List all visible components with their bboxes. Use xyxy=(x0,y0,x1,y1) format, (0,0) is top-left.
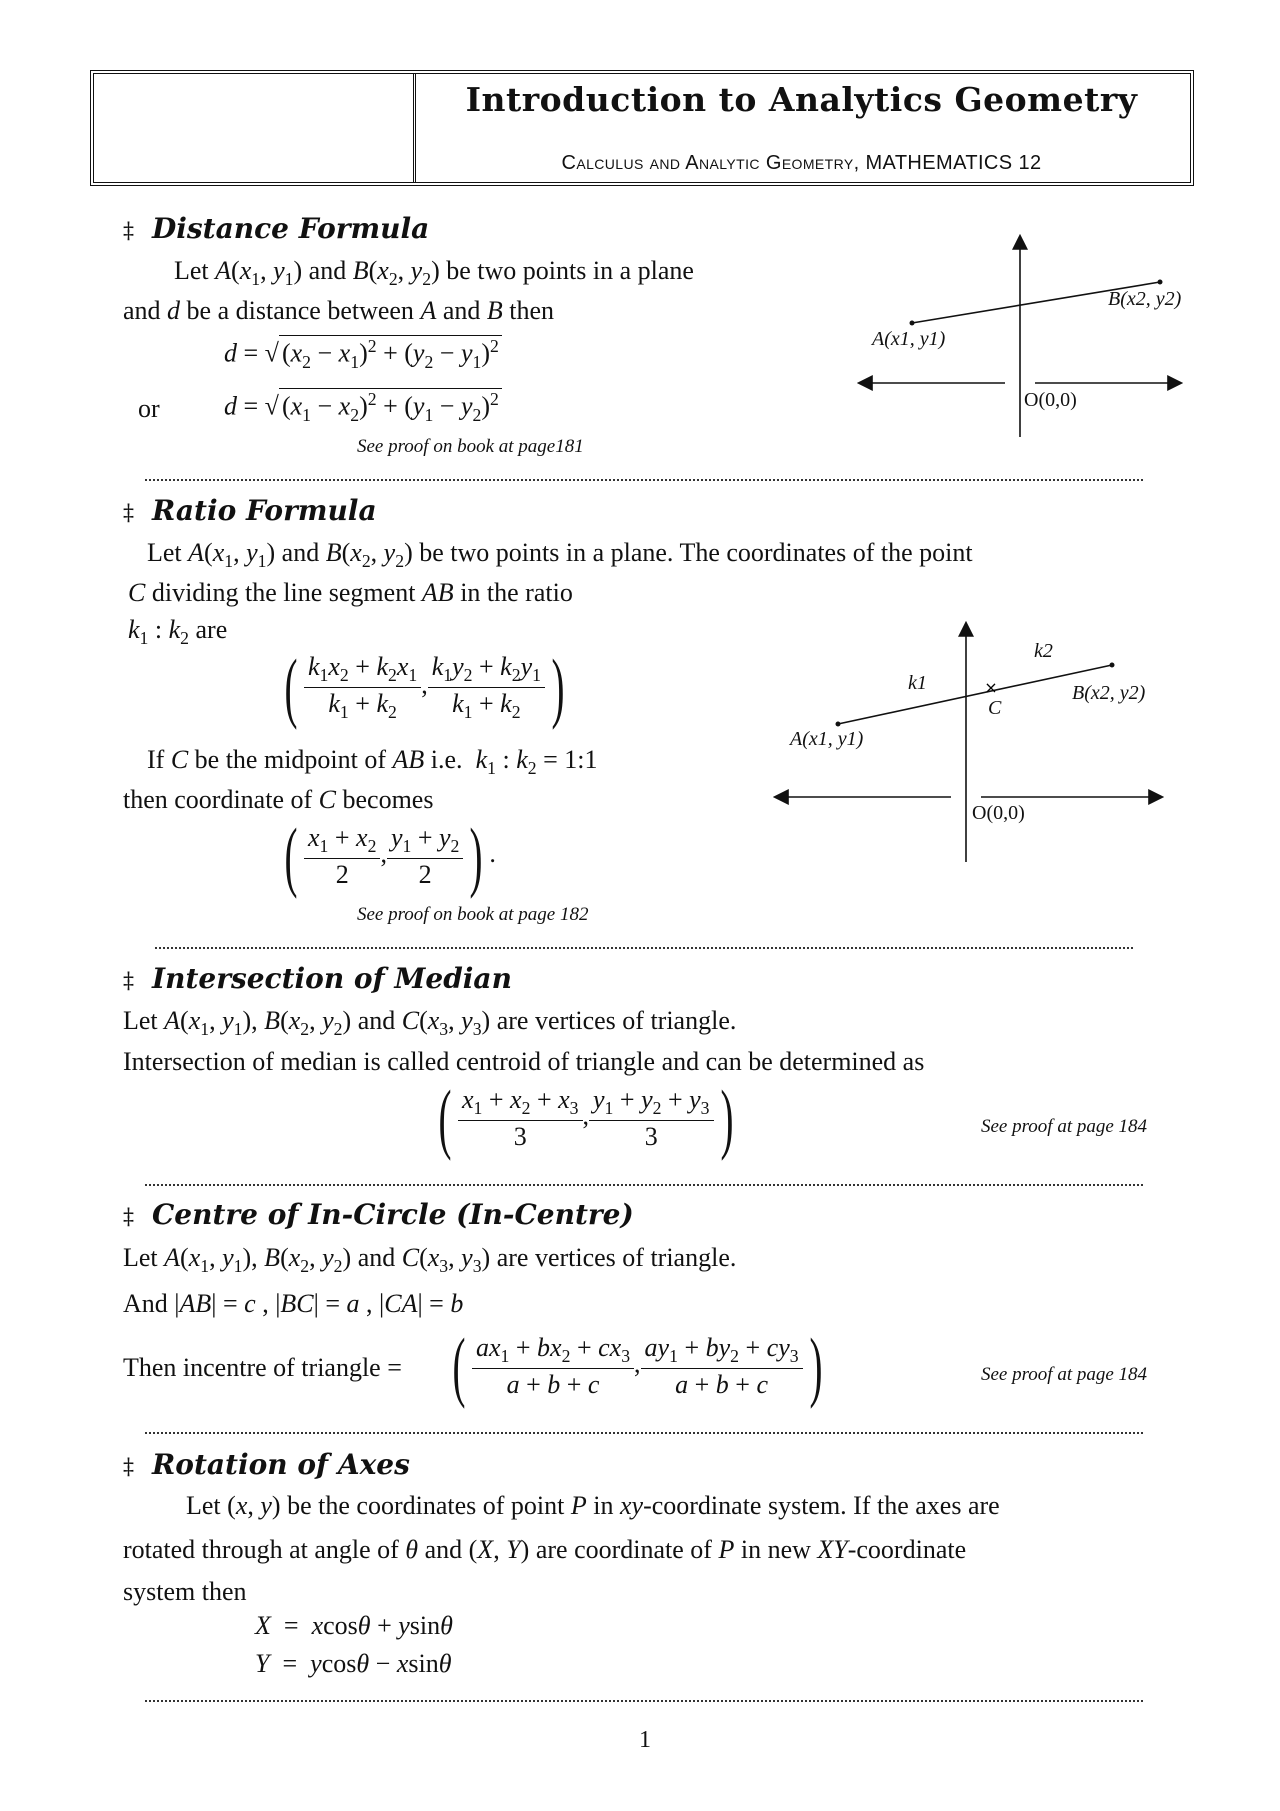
rotation-line-3: system then xyxy=(123,1577,247,1606)
incentre-proof-note: See proof at page 184 xyxy=(981,1364,1148,1385)
distance-line-1: Let $A(x_1$, $y_1$) and $B(x_2$, $y_2$) be two points in a plane xyxy=(174,256,694,290)
divider-4 xyxy=(145,1432,1143,1434)
divider-2 xyxy=(155,947,1133,949)
segment-ab xyxy=(838,665,1112,724)
double-dagger-icon: ‡ xyxy=(123,969,134,994)
ratio-fig-label-c: C xyxy=(988,697,1002,719)
incentre-line-2: And |AB| = c , |BC| = a , |CA| = b xyxy=(123,1289,464,1318)
section-title-rotation: ‡ Rotation of Axes xyxy=(123,1448,410,1481)
double-dagger-icon: ‡ xyxy=(123,1205,134,1230)
median-line-1: Let $A(x_1$, $y_1$), $B(x_2$, $y_2$) and $C(x_3$, $y_3$) are vertices of triangle. xyxy=(123,1006,737,1040)
ratio-line-1: Let $A(x_1$, $y_1$) and $B(x_2$, $y_2$) be two points in a plane. The coordinates of the point xyxy=(147,538,973,572)
section-title-distance: ‡ Distance Formula xyxy=(123,212,430,245)
dist-fig-label-a: A(x1, y1) xyxy=(872,328,946,350)
point-b xyxy=(1110,663,1115,668)
page-subtitle: Calculus and Analytic Geometry, MATHEMATICS 12 xyxy=(561,152,1042,174)
page-number: 1 xyxy=(639,1727,651,1753)
midpoint-formula: ( $\frac{x_1 + x_2}{2}$ , $\frac{y_1 + y_2}{2}$ ) . xyxy=(284,812,496,899)
point-a xyxy=(910,321,915,326)
distance-or: or xyxy=(138,394,160,423)
divider-5 xyxy=(145,1700,1143,1702)
distance-formula-1: d = √ $(x_2 - x_1)^2 + (y_2 - y_1)^2$ xyxy=(224,335,502,373)
section-title-incentre: ‡ Centre of In-Circle (In-Centre) xyxy=(123,1198,634,1231)
ratio-fig-label-k1: k1 xyxy=(908,672,927,694)
dist-fig-label-o: O(0,0) xyxy=(1024,389,1077,411)
dist-fig-label-b: B(x2, y2) xyxy=(1108,288,1182,310)
centroid-formula: ( $\frac{x_1 + x_2 + x_3}{3}$ , $\frac{y_1 + y_2 + y_3}{3}$ ) xyxy=(438,1074,734,1161)
page-title: Introduction to Analytics Geometry xyxy=(465,80,1138,119)
ratio-fig-label-a: A(x1, y1) xyxy=(790,728,864,750)
double-dagger-icon: ‡ xyxy=(123,1455,134,1480)
point-a xyxy=(836,722,841,727)
distance-proof-note: See proof on book at page181 xyxy=(357,436,584,457)
divider-3 xyxy=(145,1184,1143,1186)
ratio-proof-note: See proof on book at page 182 xyxy=(357,904,589,925)
ratio-line-3: $k_1$ : $k_2$ are xyxy=(128,615,228,649)
incentre-line-3: Then incentre of triangle = xyxy=(123,1353,402,1382)
ratio-midpoint-line: If C be the midpoint of AB i.e. $k_1$ : $k_2$ = 1:1 xyxy=(147,745,598,779)
incentre-line-1: Let $A(x_1$, $y_1$), $B(x_2$, $y_2$) and $C(x_3$, $y_3$) are vertices of triangle. xyxy=(123,1243,737,1277)
point-c-marker: × xyxy=(984,678,998,697)
median-proof-note: See proof at page 184 xyxy=(981,1116,1148,1137)
point-b xyxy=(1158,280,1163,285)
rotation-formula-x: X = xcosθ + ysinθ xyxy=(255,1611,453,1640)
incentre-formula: ( $\frac{ax_1 + bx_2 + cx_3}{a + b + c}$ , $\frac{ay_1 + by_2 + cy_3}{a + b + c}$ ) xyxy=(452,1322,823,1409)
rotation-line-2: rotated through at angle of θ and (X, Y) are coordinate of P in new XY-coordinate xyxy=(123,1535,967,1564)
double-dagger-icon: ‡ xyxy=(123,219,134,244)
ratio-formula: ( $\frac{k_1x_2 + k_2x_1}{k_1 + k_2}$ , $\frac{k_1y_2 + k_2y_1}{k_1 + k_2}$ ) xyxy=(284,643,565,730)
divider-1 xyxy=(145,479,1143,481)
rotation-line-1: Let (x, y) be the coordinates of point P in xy-coordinate system. If the axes are xyxy=(186,1491,1000,1520)
ratio-then-line: then coordinate of C becomes xyxy=(123,785,434,814)
ratio-fig-label-k2: k2 xyxy=(1034,640,1053,662)
median-line-2: Intersection of median is called centroid of triangle and can be determined as xyxy=(123,1047,925,1076)
header-left-cell xyxy=(94,74,416,182)
ratio-fig-label-o: O(0,0) xyxy=(972,802,1025,824)
ratio-line-2: C dividing the line segment AB in the ratio xyxy=(128,578,573,607)
double-dagger-icon: ‡ xyxy=(123,501,134,526)
section-title-ratio: ‡ Ratio Formula xyxy=(123,494,377,527)
ratio-fig-label-b: B(x2, y2) xyxy=(1072,682,1146,704)
header-box xyxy=(90,70,1194,186)
distance-line-2: and d be a distance between A and B then xyxy=(123,296,555,325)
distance-formula-2: d = √ $(x_1 - x_2)^2 + (y_1 - y_2)^2$ xyxy=(224,388,502,426)
rotation-formula-y: Y = ycosθ − xsinθ xyxy=(255,1649,452,1678)
section-title-median: ‡ Intersection of Median xyxy=(123,962,512,995)
